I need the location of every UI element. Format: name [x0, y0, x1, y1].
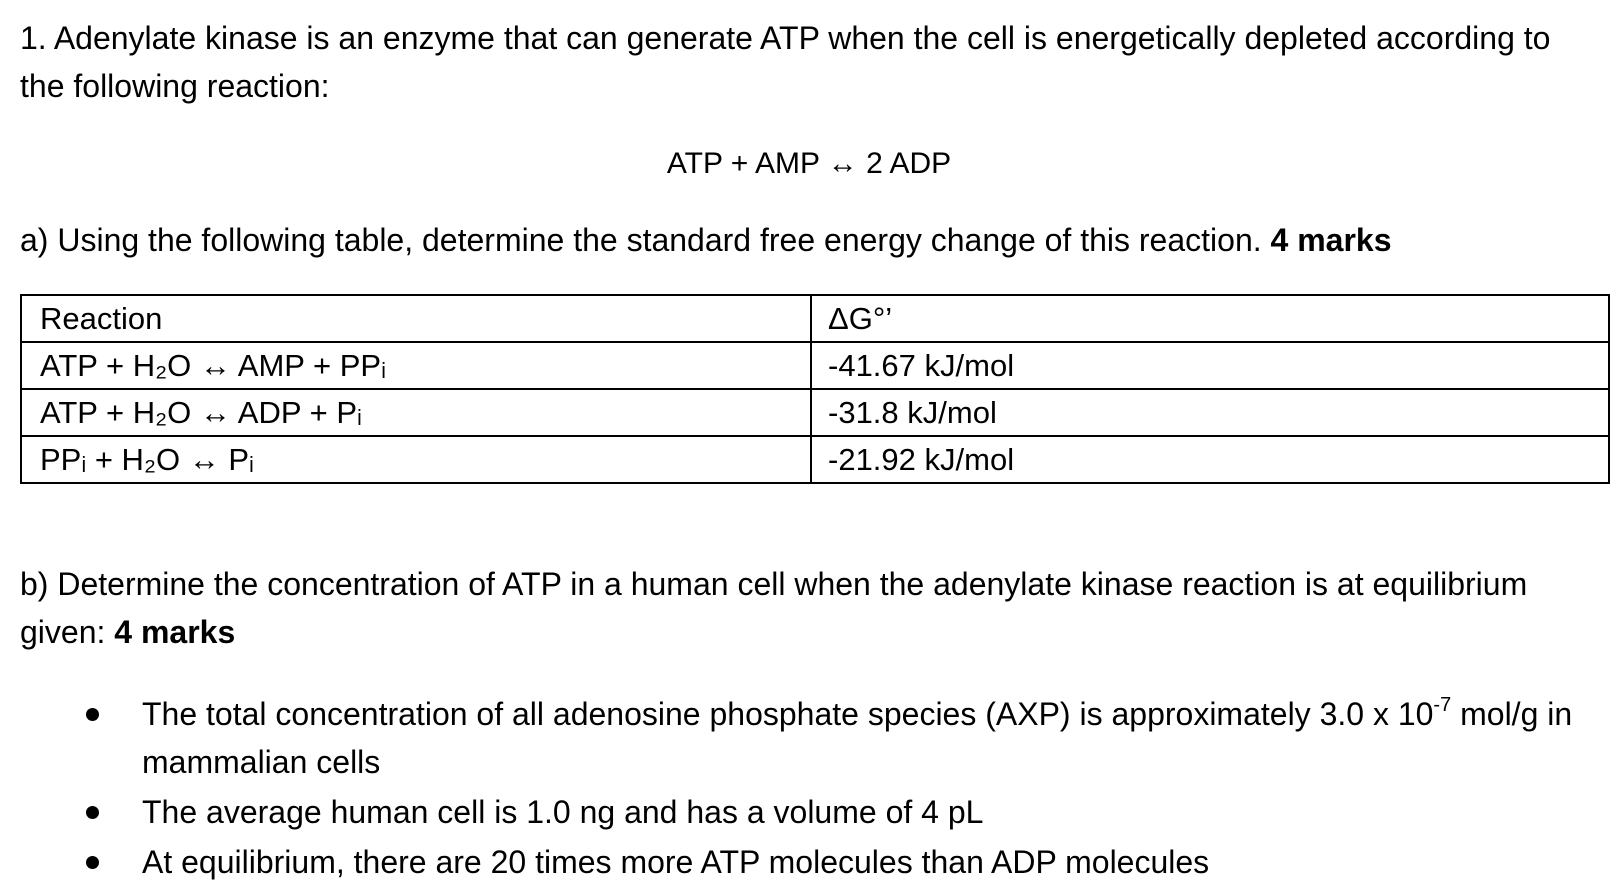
table-header-delta-g: ΔG°’ [811, 295, 1609, 342]
table-cell-reaction: ATP + H₂O ↔ AMP + PPᵢ [21, 342, 811, 389]
list-item [80, 690, 1580, 786]
free-energy-table [20, 294, 1610, 484]
reaction-equation: ATP + AMP ↔ 2 ADP [666, 147, 952, 180]
table-cell-delta-g: -21.92 kJ/mol [811, 436, 1609, 483]
table-header-reaction: Reaction [21, 295, 811, 342]
part-a-marks: 4 marks [1270, 222, 1392, 258]
given-item-2-text: The average human cell is 1.0 ng and has a volume of 4 pL [142, 794, 984, 830]
table-cell-delta-g: -41.67 kJ/mol [811, 342, 1609, 389]
table-row [21, 436, 1609, 483]
table-row [21, 342, 1609, 389]
list-item [80, 838, 1580, 886]
table-cell-delta-g: -31.8 kJ/mol [811, 389, 1609, 436]
part-a-text: a) Using the following table, determine the standard free energy change of this reaction. [20, 222, 1262, 258]
given-item-1-unit: mol/g in mammalian cells [142, 696, 1573, 780]
bullet-icon [86, 708, 99, 721]
part-a-prompt [20, 216, 1600, 264]
table-cell-reaction: ATP + H₂O ↔ ADP + Pᵢ [21, 389, 811, 436]
table-row [21, 389, 1609, 436]
part-b-text: b) Determine the concentration of ATP in a human cell when the adenylate kinase reaction is at equilibrium given: [20, 566, 1528, 650]
part-b-prompt [20, 560, 1600, 656]
table-header-row [21, 295, 1609, 342]
table-cell-reaction: PPᵢ + H₂O ↔ Pᵢ [21, 436, 811, 483]
given-list [80, 690, 1580, 888]
question-intro: 1. Adenylate kinase is an enzyme that can generate ATP when the cell is energetically depleted according to the following reaction: [20, 20, 1551, 104]
given-item-3-text: At equilibrium, there are 20 times more ATP molecules than ADP molecules [142, 844, 1210, 880]
part-b-marks: 4 marks [114, 614, 236, 650]
bullet-icon [86, 856, 99, 869]
given-item-1-exponent: -7 [1433, 694, 1452, 716]
bullet-icon [86, 806, 99, 819]
list-item [80, 788, 1580, 836]
given-item-1-text: The total concentration of all adenosine phosphate species (AXP) is approximately 3.0 x 10 [142, 696, 1434, 732]
